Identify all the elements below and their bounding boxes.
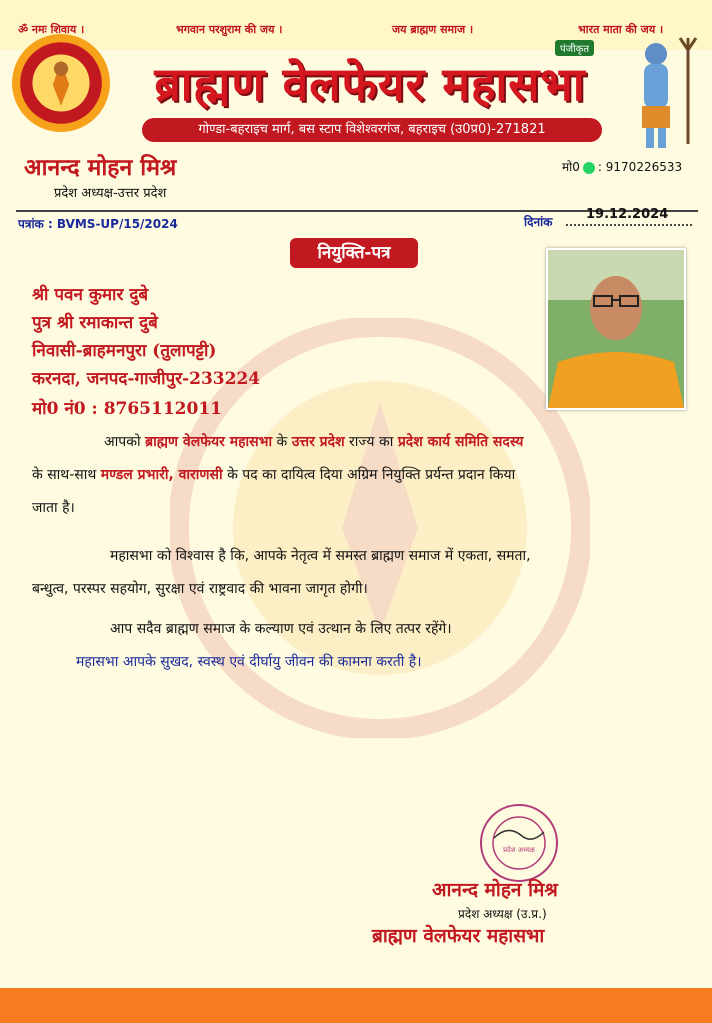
mantra-3: जय ब्राह्मण समाज । xyxy=(392,23,474,36)
footer-band xyxy=(0,988,712,1023)
org-logo xyxy=(10,32,112,134)
mobile-number: : 9170226533 xyxy=(597,160,683,174)
issuer-mobile xyxy=(562,158,682,175)
signatory-name: आनन्द मोहन मिश्र xyxy=(432,879,558,901)
recipient-mobile: मो0 नं0 : 8765112011 xyxy=(32,399,222,419)
paragraph-appointment: आपको ब्राह्मण वेलफेयर महासभा के उत्तर प्रदेश राज्य का प्रदेश कार्य समिति सदस्य के साथ-साथ मण्डल प्रभारी, वाराणसी के पद का दायित्व दिया अग्रिम नियुक्ति प्रर्यन्त प्रदान किया जाता है। xyxy=(32,434,524,516)
mantra-4: भारत माता की जय । xyxy=(578,23,664,36)
recipient-residence: निवासी-ब्राहमनपुरा (तुलापट्टी) xyxy=(32,341,217,361)
person-photo-icon xyxy=(548,250,684,408)
issuer-name: आनन्द मोहन मिश्र xyxy=(24,154,177,181)
letter-heading: नियुक्ति-पत्र xyxy=(290,238,418,268)
signatory-org: ब्राह्मण वेलफेयर महासभा xyxy=(372,925,545,947)
recipient-photo xyxy=(546,248,686,410)
paragraph-dedication: आप सदैव ब्राह्मण समाज के कल्याण एवं उत्थान के लिए तत्पर रहेंगे। xyxy=(110,621,452,637)
reference-number: पत्रांक : BVMS-UP/15/2024 xyxy=(18,217,178,231)
deity-illustration xyxy=(622,32,700,150)
paragraph-trust: महासभा को विश्वास है कि, आपके नेतृत्व में समस्त ब्राह्मण समाज में एकता, समता, बन्धुत्व, परस्पर सहयोग, सुरक्षा एवं राष्ट्रवाद की भावना जागृत होगी। xyxy=(32,548,531,597)
seal-text: प्रदेश अध्यक्ष xyxy=(503,846,535,854)
official-seal xyxy=(478,802,560,884)
org-address: गोण्डा-बहराइच मार्ग, बस स्टाप विशेश्वरगंज, बहराइच (उ0प्र0)-271821 xyxy=(142,118,602,142)
mobile-label: मो0 xyxy=(562,160,580,174)
date-label: दिनांक xyxy=(524,215,553,229)
whatsapp-icon xyxy=(583,162,595,174)
issuer-designation: प्रदेश अध्यक्ष-उत्तर प्रदेश xyxy=(54,186,167,201)
signatory-designation: प्रदेश अध्यक्ष (उ.प्र.) xyxy=(458,907,547,921)
recipient-district: करनदा, जनपद-गाजीपुर-233224 xyxy=(32,369,261,389)
org-title: ब्राह्मण वेलफेयर महासभा xyxy=(154,57,586,111)
recipient-name: श्री पवन कुमार दुबे xyxy=(32,285,149,305)
mantra-2: भगवान परशुराम की जय । xyxy=(176,23,283,36)
registered-badge: पंजीकृत xyxy=(555,40,594,56)
mantra-1: ॐ नमः शिवाय । xyxy=(18,23,85,36)
paragraph-wishes: महासभा आपके सुखद, स्वस्थ एवं दीर्घायु जीवन की कामना करती है। xyxy=(76,654,422,670)
date-value: 19.12.2024 xyxy=(586,207,669,222)
recipient-parent: पुत्र श्री रमाकान्त दुबे xyxy=(32,313,158,333)
